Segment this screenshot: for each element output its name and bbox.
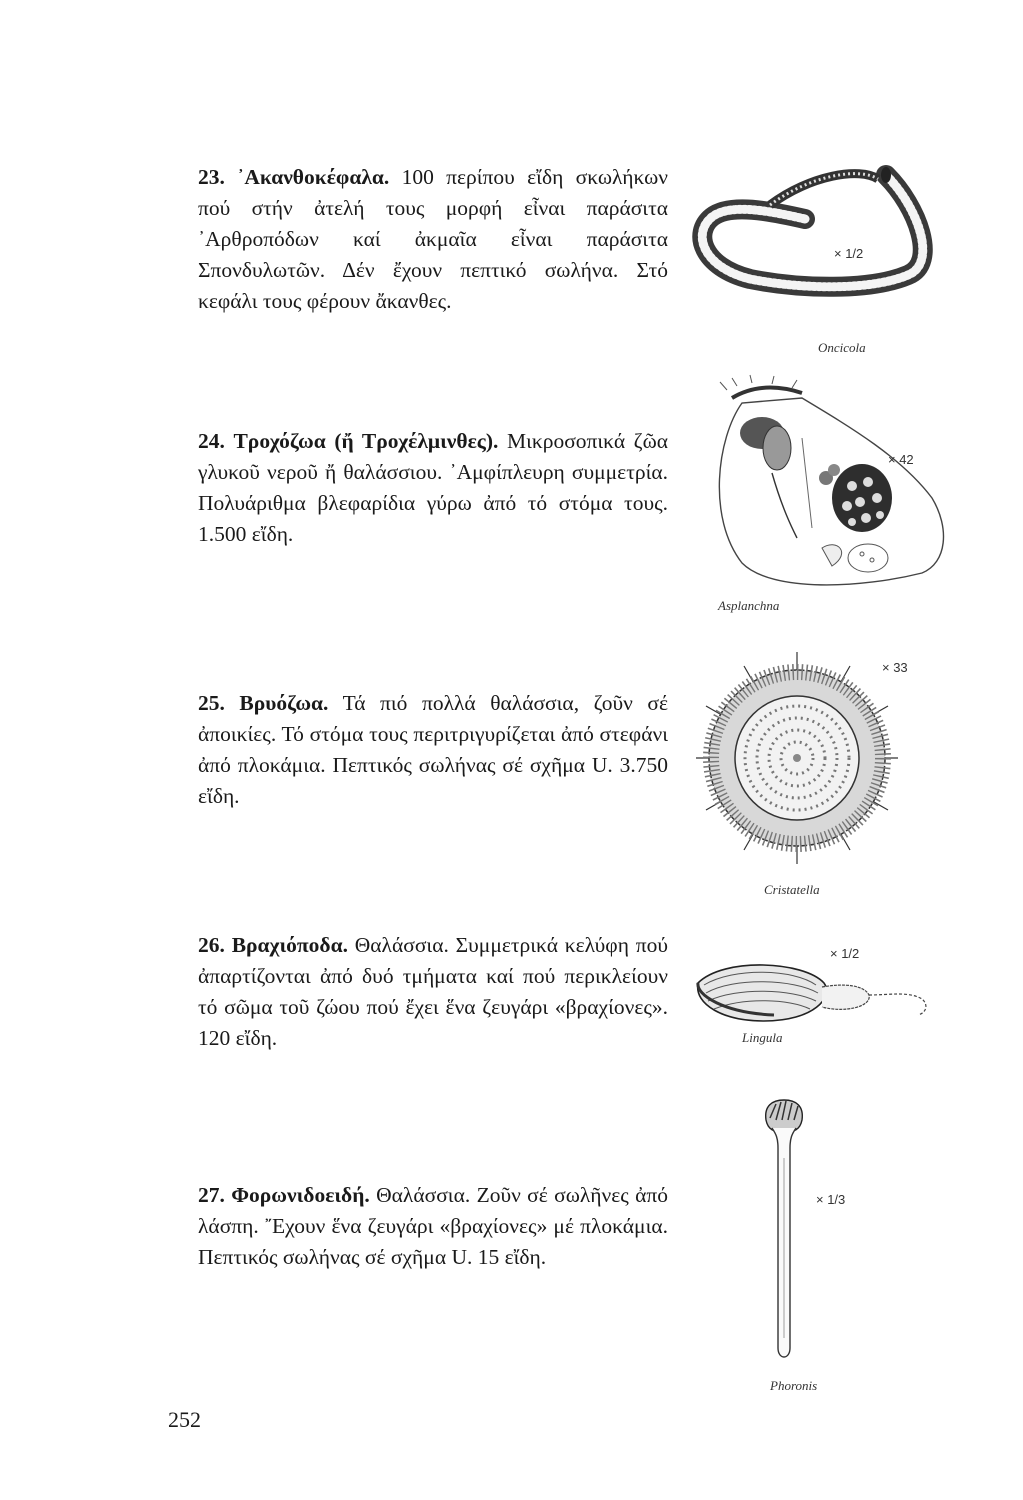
entry-text: Θαλάσσια. Συμμετρικά κελύφη πού ἀπαρτίζονται ἀπό δυό τμήματα καί πού περικλείουν τό σῶμα τοῦ ζώου πού ἔχει ἕνα ζευγάρι «βραχίονες». 120 εἴδη. — [198, 933, 669, 1050]
entry-phoronida — [198, 1180, 668, 1273]
entry-paragraph — [198, 688, 668, 812]
entry-number: 25. — [198, 691, 225, 715]
figure-caption: Lingula — [742, 1030, 783, 1045]
scale-label: × 1/3 — [816, 1192, 846, 1207]
entry-title: Φορωνιδοειδή. — [231, 1183, 370, 1207]
entry-paragraph — [198, 162, 668, 317]
entry-title: Βρυόζωα. — [239, 691, 329, 715]
figure-caption: Asplanchna — [718, 598, 780, 613]
entry-rotifera — [198, 426, 668, 550]
entry-number: 26. — [198, 933, 225, 957]
entry-acanthocephala — [198, 162, 668, 317]
figure-caption: Oncicola — [818, 340, 866, 355]
entry-text: 100 περίπου εἴδη σκωλήκων πού στήν ἀτελή τους μορφή εἶναι παράσιτα ᾿Αρθροπόδων καί ἀκμαῖα εἶναι παράσιτα Σπονδυλωτῶν. Δέν ἔχουν πεπτικό σωλήνα. Στό κεφάλι τους φέρουν ἄκανθες. — [198, 165, 669, 313]
worm-illustration — [690, 165, 950, 305]
entry-text: Θαλάσσια. Ζοῦν σέ σωλῆνες ἀπό λάσπη. ῎Εχουν ἕνα ζευγάρι «βραχίονες» μέ πλοκάμια. Πεπτικός σωλήνας σέ σχῆμα U. 15 εἴδη. — [198, 1183, 668, 1269]
scale-label: × 1/2 — [830, 946, 860, 961]
entry-number: 27. — [198, 1183, 225, 1207]
scale-label: × 42 — [888, 452, 914, 467]
entry-text: Μικροσοπικά ζῶα γλυκοῦ νεροῦ ἤ θαλάσσιου. ᾿Αμφίπλευρη συμμετρία. Πολυάριθμα βλεφαρίδια γύρω ἀπό τό στόμα τους. 1.500 εἴδη. — [198, 429, 668, 546]
entry-text: Τά πιό πολλά θαλάσσια, ζοῦν σέ ἀποικίες. Τό στόμα τους περιτριγυρίζεται ἀπό στεφάνι ἀπό πλοκάμια. Πεπτικός σωλήνας σέ σχῆμα U. 3.750 εἴδη. — [198, 691, 668, 808]
entry-title: ᾿Ακανθοκέφαλα. — [237, 165, 390, 189]
figure-caption: Cristatella — [764, 882, 820, 897]
scale-label: × 33 — [882, 660, 908, 675]
brachiopod-illustration — [694, 955, 934, 1035]
scale-label: × 1/2 — [834, 246, 864, 261]
entry-paragraph — [198, 1180, 668, 1273]
entry-bryozoa — [198, 688, 668, 812]
entry-title: Βραχιόποδα. — [231, 933, 348, 957]
entry-paragraph — [198, 930, 668, 1054]
entry-number: 24. — [198, 429, 225, 453]
entry-title: Τροχόζωα (ἤ Τροχέλμινθες). — [233, 429, 499, 453]
entry-number: 23. — [198, 165, 225, 189]
phoronid-illustration — [754, 1098, 814, 1368]
page-number: 252 — [168, 1407, 201, 1432]
entry-paragraph — [198, 426, 668, 550]
entry-brachiopoda — [198, 930, 668, 1054]
figure-caption: Phoronis — [770, 1378, 818, 1393]
rotifer-illustration — [702, 378, 952, 598]
bryozoan-colony-illustration — [692, 648, 902, 870]
